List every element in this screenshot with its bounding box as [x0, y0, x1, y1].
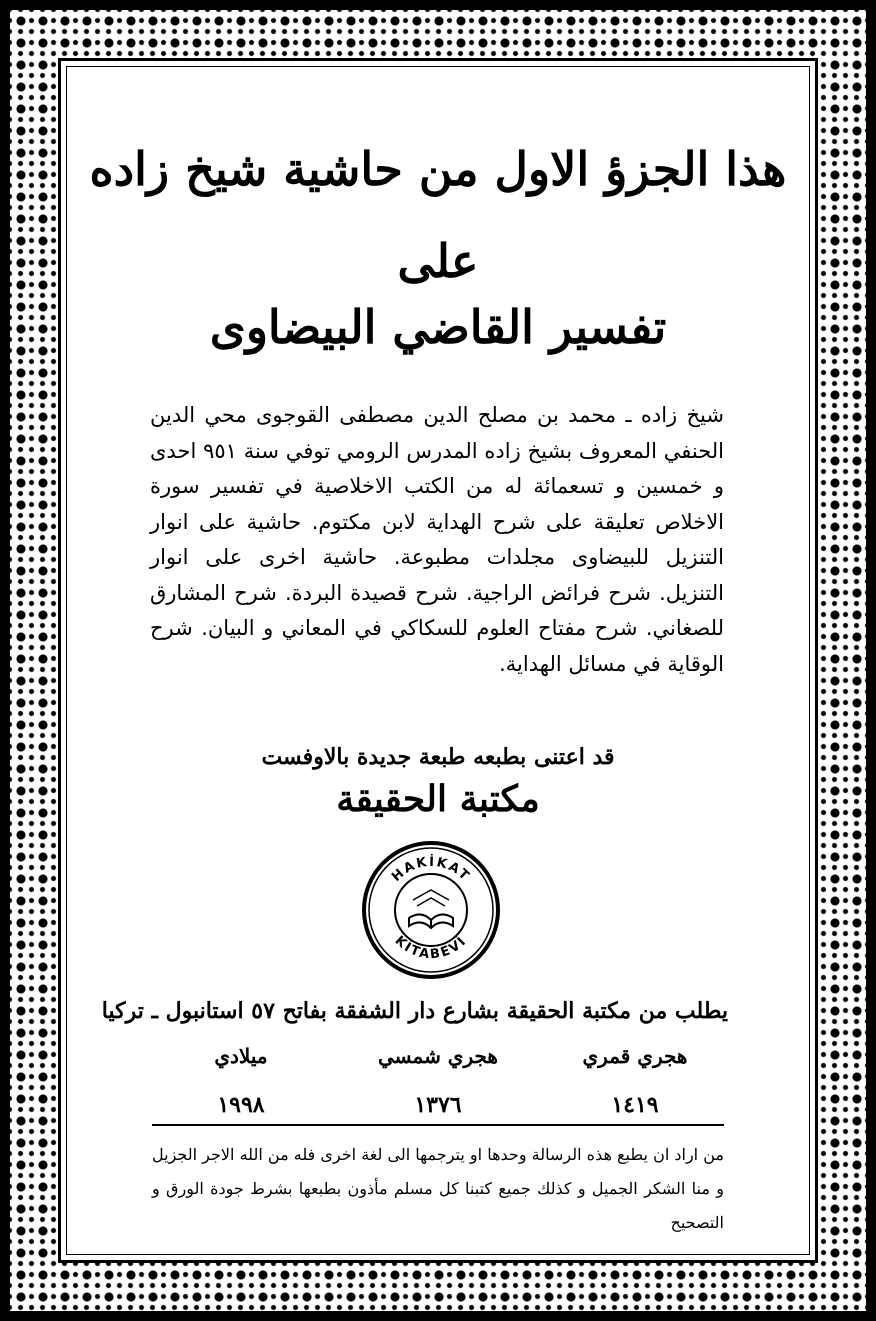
edition-note: قد اعتنى بطبعه طبعة جديدة بالاوفست: [261, 744, 615, 770]
date-hijri-solar: [343, 1044, 533, 1118]
divider: [152, 1124, 724, 1126]
date-label: هجري شمسي: [378, 1044, 498, 1068]
open-book-icon: [409, 890, 453, 928]
publication-dates: [146, 1044, 730, 1118]
date-hijri-lunar: [540, 1044, 730, 1118]
date-label: ميلادي: [214, 1044, 268, 1068]
date-value: ١٤١٩: [611, 1092, 659, 1118]
publisher-name: مكتبة الحقيقة: [336, 778, 540, 820]
date-value: ١٩٩٨: [217, 1092, 265, 1118]
logo-bottom-text: KİTABEVİ: [391, 933, 471, 963]
title-page: [76, 76, 800, 1245]
title-line-2: على: [397, 234, 479, 288]
date-value: ١٣٧٦: [414, 1092, 462, 1118]
title-line-3: تفسير القاضي البيضاوى: [209, 300, 667, 354]
logo-top-text: HAKİKAT: [389, 854, 473, 885]
author-biography: شيخ زاده ـ محمد بن مصلح الدين مصطفى القوجوى محي الدين الحنفي المعروف بشيخ زاده المدرس الرومي توفي سنة ٩٥١ احدى و خمسين و تسعمائة له من الكتب الاخلاصية في تفسير سورة الاخلاص تعليقة على شرح الهداية لابن مكتوم. حاشية على انوار التنزيل للبيضاوى مجلدات مطبوعة. حاشية اخرى على انوار التنزيل. شرح فرائض الراجية. شرح قصيدة البردة. شرح المشارق للصغاني. شرح مفتاح العلوم للسكاكي في المعاني و البيان. شرح الوقاية في مسائل الهداية.: [150, 403, 724, 676]
date-gregorian: [146, 1044, 336, 1118]
svg-text:HAKİKAT: [389, 854, 473, 885]
address-line: يطلب من مكتبة الحقيقة بشارع دار الشفقة بفاتح ٥٧ استانبول ـ تركيا: [101, 998, 728, 1024]
reprint-notice: من اراد ان يطبع هذه الرسالة وحدها او يترجمها الى لغة اخرى فله من الله الاجر الجزيل و منا الشكر الجميل و كذلك جميع كتبنا كل مسلم مأذون بطبعها بشرط جودة الورق و التصحيح: [152, 1145, 724, 1232]
publisher-logo: [361, 840, 501, 980]
svg-text:KİTABEVİ: [392, 933, 471, 962]
title-line-1: هذا الجزؤ الاول من حاشية شيخ زاده: [89, 142, 787, 196]
date-label: هجري قمري: [582, 1044, 688, 1068]
